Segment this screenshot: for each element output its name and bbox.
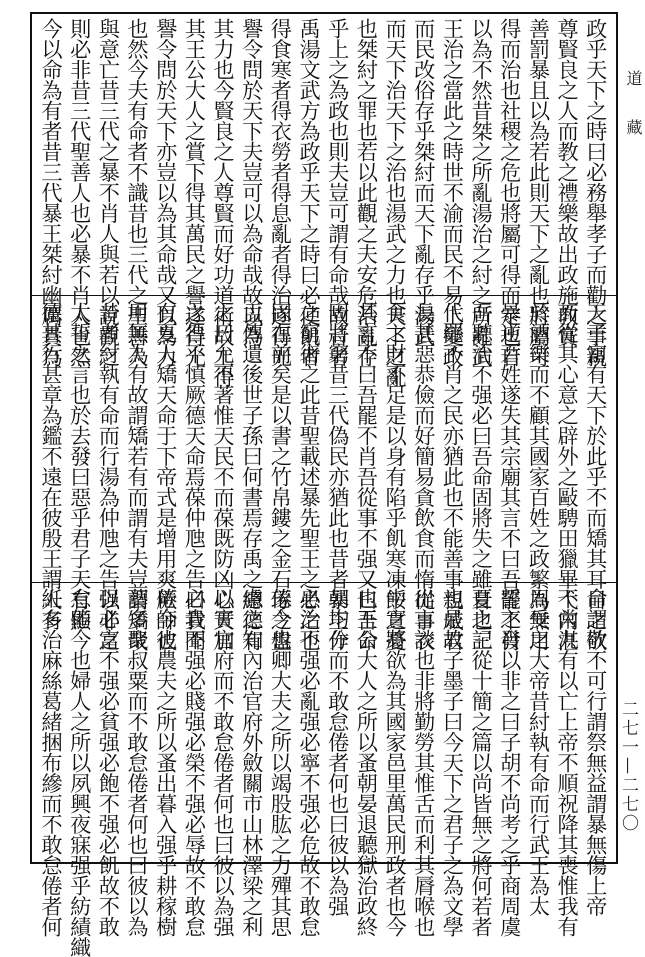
text-column: 也是故子墨子曰今天下之君子之為文學 — [440, 588, 466, 937]
text-column: 譽令問於天下亦豈以為其命哉又以為力 — [153, 18, 179, 367]
text-column: 天子富有天下於此乎不而矯其耳目之欲 — [583, 302, 609, 651]
text-column: 代罷不肖之民亦猶此也不能善事親戚君 — [440, 302, 466, 651]
text-column: 則必非昔三代聖善人也必暴不肖人也然 — [67, 18, 93, 367]
text-column: 周受之大帝昔紂執有命而行武王為太 — [526, 588, 552, 916]
text-column: 誓之發以非之曰子胡不尚考之乎商周虞 — [497, 588, 523, 937]
text-panel-middle — [38, 302, 610, 651]
text-column: 盂傳遺後世子孫曰何書焉存禹之總德有 — [239, 302, 265, 651]
text-column: 不常九有以亡上帝不順祝降其喪惟我有 — [555, 588, 581, 937]
text-column: 也桀紂之罪也若以此觀之夫安危治亂存 — [354, 18, 380, 367]
text-column: 之咎不慎厥德天命焉葆仲虺之告曰我聞 — [182, 302, 208, 651]
text-column: 夏之記從十簡之篇以尚皆無之將何若者 — [469, 588, 495, 937]
text-column: 禹湯文武方為政乎天下之時曰必使飢者 — [297, 18, 323, 367]
text-column: 今以命為有者昔三代暴王桀紂幽厲貴為 — [39, 18, 64, 367]
text-column: 之窮術之此昔聖載述暴先聖王之患之也 — [297, 302, 323, 651]
text-column: 乎上之為政也則夫豈可謂有命哉故昔者 — [325, 18, 351, 367]
text-column: 善罰暴且以為若此則天下之亂也將屬可 — [526, 18, 552, 367]
text-column: 倦今也農夫之所以蚤出暮入强乎耕稼樹 — [153, 588, 179, 937]
text-column: 吾聽治不强必曰吾命固將失之雖昔也三 — [469, 302, 495, 651]
text-column: 而天下治天下之治也湯武之力也天下之亂 — [383, 18, 409, 387]
text-column: 倦今也卿大夫之所以竭股肱之力殫其思 — [268, 588, 294, 937]
text-column: 用無為有故謂矯若有而謂有夫豈謂矯哉 — [125, 302, 151, 651]
text-column: 得而治也社稷之危也將屬可得而定也若 — [497, 18, 523, 367]
text-column: 暴逆百姓遂失其宗廟其言不曰吾罷不肖 — [497, 302, 523, 651]
text-column: 於酒樂而不顧其國家百姓之政繁為無用 — [526, 302, 552, 651]
text-column: 以實官府而不敢怠倦者何也曰彼以為强 — [211, 588, 237, 937]
text-column: 有夏人矯天命于下帝式是增用爽厥師彼 — [153, 302, 179, 651]
text-column: 絍多治麻絲葛緒捆布縿而不敢怠倦者何 — [39, 588, 64, 937]
text-column: 而從其心意之辟外之敺騁田獵畢弋內湛 — [555, 302, 581, 651]
text-column: 也然今夫有命者不識昔也三代之聖善人 — [125, 18, 151, 367]
page-frame — [30, 12, 618, 957]
text-column: 其言不曰吾罷不肖吾從事不强又曰吾命 — [354, 302, 380, 651]
text-column: 政乎天下之時曰必務舉孝子而勸之事親 — [583, 18, 609, 367]
text-column: 慮之知內治官府外斂關市山林澤梁之利 — [239, 588, 265, 937]
text-column: 德其行甚章為鑑不遠在彼殷王謂人有 — [39, 302, 64, 630]
text-column: 其力也今賢良之人尊賢而好功道術故上得 — [211, 18, 237, 387]
text-column: 以為不然昔桀之所亂湯治之紂之所亂武 — [469, 18, 495, 367]
side-title: 道 藏 — [624, 70, 643, 150]
text-column: 長甚惡恭儉而好簡易貪飲食而惰從事衣 — [411, 302, 437, 651]
text-column: 太誓之言也於去發曰惡乎君子天有顯 — [67, 302, 93, 630]
text-column: 必貴不强必賤强必榮不强必辱故不敢怠 — [182, 588, 208, 937]
text-column: 昔者紂執有命而行湯為仲虺之告以非之 — [96, 302, 122, 651]
text-column: 得食寒者得衣勞者得息亂者得治遂得光 — [268, 18, 294, 367]
text-column: 固將窮昔三代偽民亦猶此也昔者暴王作 — [325, 302, 351, 651]
text-column: 食之財不足是以身有陷乎飢寒凍餒之憂 — [383, 302, 409, 651]
text-column: 怠倦今也婦人之所以夙興夜寐强乎紡績織 — [67, 588, 93, 957]
page-number: 二七一—二七〇 — [618, 700, 638, 833]
text-column: 之曰允不著惟天民不而葆既防凶心天加 — [211, 302, 237, 651]
text-column: 也王公大人之所以蚤朝晏退聽獄治政終 — [354, 588, 380, 937]
text-column: 譽令問於天下夫豈可以為命哉故以為 — [239, 18, 265, 346]
text-column: 中實將欲為其國家邑里萬民刑政者也今 — [383, 588, 409, 937]
text-column: 而民改俗存乎桀紂而天下亂存乎湯武 — [411, 18, 437, 346]
text-panel-top — [38, 18, 610, 387]
text-panel-bottom — [38, 588, 610, 957]
text-column: 出言談也非將勤勞其惟舌而利其脣喉也 — [411, 588, 437, 937]
text-column: 尊賢良之人而教之禮樂故出政施教賞 — [555, 18, 581, 346]
text-column: 朝均分而不敢怠倦者何也曰彼以為强 — [325, 588, 351, 916]
text-column: 强必富不强必貧强必飽不强必飢故不敢 — [96, 588, 122, 937]
text-column: 藝多聚叔粟而不敢怠倦者何也曰彼以為 — [125, 588, 151, 937]
text-column: 必治不强必亂强必寧不强必危故不敢怠 — [297, 588, 323, 937]
text-column: 王治之當此之時世不渝而民不易上變政 — [440, 18, 466, 367]
text-column: 與意亡昔三代之暴不肖人與若以說觀之 — [96, 18, 122, 367]
text-column: 命謂敬不可行謂祭無益謂暴無傷上帝 — [583, 588, 609, 916]
text-column: 其王公大人之賞下得其萬民之譽遂得光 — [182, 18, 208, 367]
text-column: 固在前矣是以書之竹帛鏤之金石琢之盤 — [268, 302, 294, 651]
